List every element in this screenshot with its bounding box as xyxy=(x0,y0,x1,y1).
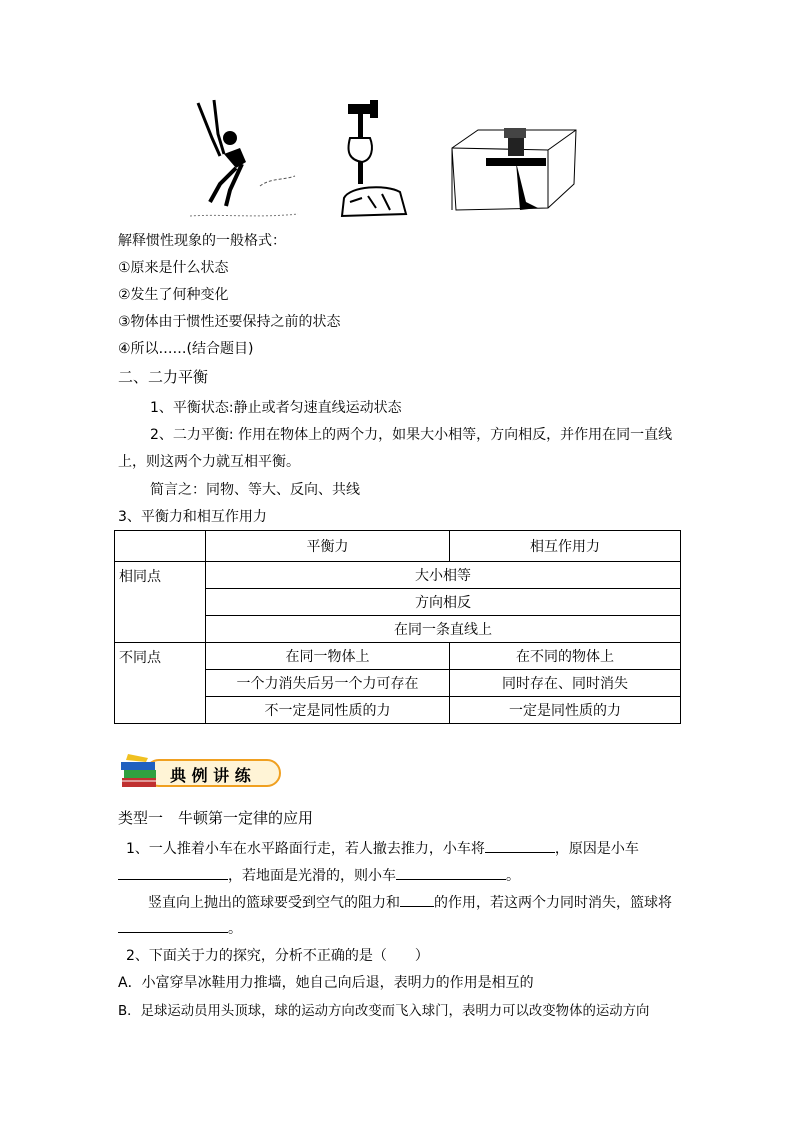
hammer-handle-illustration xyxy=(336,98,416,220)
table-caption: 3、平衡力和相互作用力 xyxy=(118,509,267,525)
question-1-line3 xyxy=(148,892,672,912)
q1-text-e: 竖直向上抛出的篮球要受到空气的阻力和 xyxy=(148,895,400,911)
answer-blank[interactable] xyxy=(396,865,506,880)
coin-stack-table-illustration xyxy=(448,98,580,220)
diff-cell: 同时存在、同时消失 xyxy=(450,670,681,697)
books-icon xyxy=(118,752,162,792)
answer-blank[interactable] xyxy=(118,918,228,933)
section-heading: 二、二力平衡 xyxy=(118,368,209,386)
comparison-table xyxy=(114,530,681,724)
type-title: 类型一 牛顿第一定律的应用 xyxy=(118,809,314,827)
explain-title: 解释惯性现象的一般格式： xyxy=(118,233,286,249)
diff-cell: 一定是同性质的力 xyxy=(450,697,681,724)
answer-blank[interactable] xyxy=(485,838,555,853)
table-corner xyxy=(115,531,206,562)
same-label: 相同点 xyxy=(115,562,206,643)
q1-text-f: 的作用，若这两个力同时消失，篮球将 xyxy=(434,895,672,911)
diff-label: 不同点 xyxy=(115,643,206,724)
explain-step-4: ④所以……(结合题目) xyxy=(118,341,254,357)
same-row: 在同一条直线上 xyxy=(206,616,681,643)
diff-cell: 不一定是同性质的力 xyxy=(206,697,450,724)
question-2: 2、下面关于力的探究，分析不正确的是（ ） xyxy=(126,948,429,964)
q1-text-a: 1、一人推着小车在水平路面行走，若人撤去推力，小车将 xyxy=(126,841,485,857)
banner-text: 典 例 讲 练 xyxy=(170,766,251,785)
example-banner xyxy=(118,752,284,792)
summary-text: 简言之：同物、等大、反向、共线 xyxy=(150,482,360,498)
q1-text-c: ，若地面是光滑的，则小车 xyxy=(228,868,396,884)
explain-step-3: ③物体由于惯性还要保持之前的状态 xyxy=(118,314,341,330)
q1-text-d: 。 xyxy=(506,868,520,884)
diff-cell: 在不同的物体上 xyxy=(450,643,681,670)
q1-text-g: 。 xyxy=(228,921,242,937)
q1-text-b: ，原因是小车 xyxy=(554,841,639,857)
answer-blank[interactable] xyxy=(118,865,228,880)
question-1-line1 xyxy=(126,838,639,858)
diff-cell: 一个力消失后另一个力可存在 xyxy=(206,670,450,697)
explain-step-2: ②发生了何种变化 xyxy=(118,287,229,303)
diff-cell: 在同一物体上 xyxy=(206,643,450,670)
col-header-balance: 平衡力 xyxy=(206,531,450,562)
two-force-balance-line1: 2、二力平衡: 作用在物体上的两个力，如果大小相等，方向相反，并作用在同一直线 xyxy=(150,427,673,443)
option-a: A．小富穿旱冰鞋用力推墙，她自己向后退，表明力的作用是相互的 xyxy=(118,975,534,991)
long-jumper-illustration xyxy=(190,98,300,220)
option-b: B．足球运动员用头顶球，球的运动方向改变而飞入球门，表明力可以改变物体的运动方向 xyxy=(118,1004,650,1019)
explain-step-1: ①原来是什么状态 xyxy=(118,260,229,276)
question-1-line2 xyxy=(118,865,520,885)
same-row: 大小相等 xyxy=(206,562,681,589)
col-header-interaction: 相互作用力 xyxy=(450,531,681,562)
balance-state-text: 1、平衡状态:静止或者匀速直线运动状态 xyxy=(150,400,402,416)
two-force-balance-line2: 上，则这两个力就互相平衡。 xyxy=(118,454,300,470)
question-1-line4 xyxy=(118,918,242,938)
same-row: 方向相反 xyxy=(206,589,681,616)
answer-blank[interactable] xyxy=(400,892,434,907)
